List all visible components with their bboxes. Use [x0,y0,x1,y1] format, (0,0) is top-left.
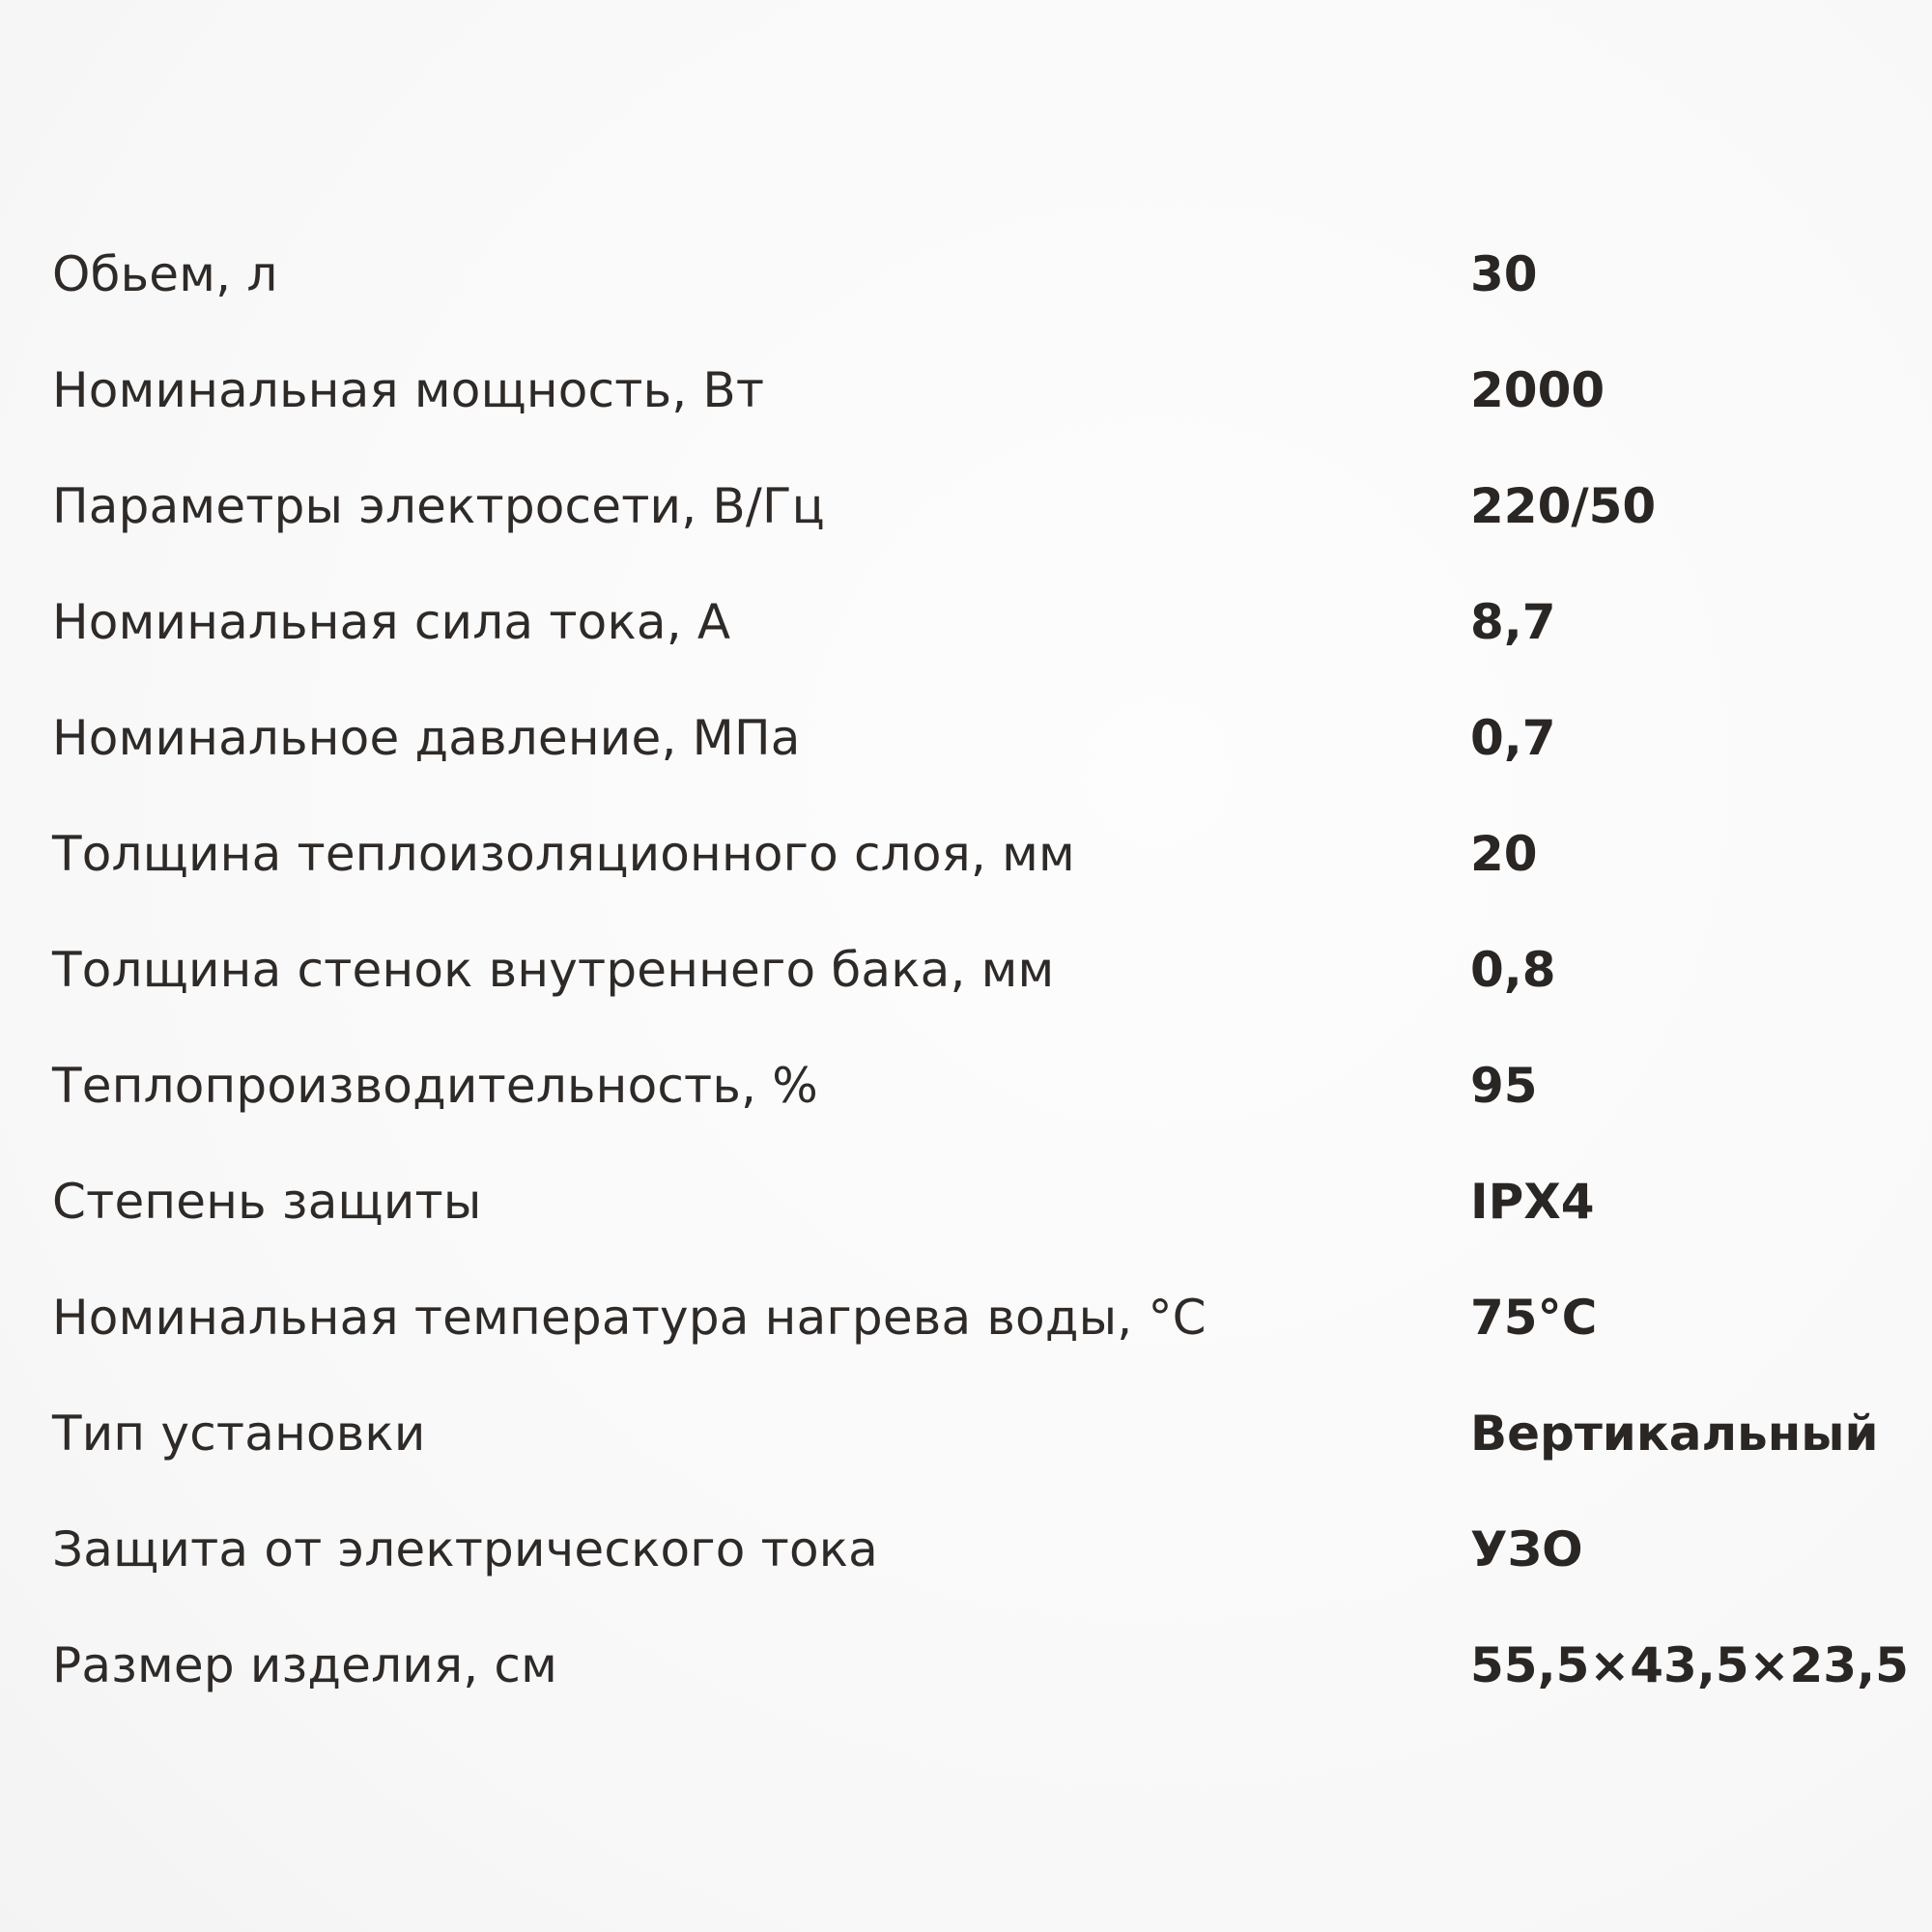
spec-label: Номинальная мощность, Вт [52,362,765,418]
spec-value: 220/50 [1470,478,1657,534]
spec-label: Степень защиты [52,1174,482,1230]
spec-value: 0,7 [1470,710,1556,766]
spec-value: 0,8 [1470,942,1556,998]
spec-row-pressure [52,707,1917,823]
spec-row-insulation [52,823,1917,939]
spec-value: УЗО [1470,1521,1583,1577]
spec-value: 20 [1470,826,1538,882]
spec-label: Толщина стенок внутреннего бака, мм [52,942,1055,998]
spec-label: Толщина теплоизоляционного слоя, мм [52,826,1075,882]
spec-value: 75°С [1470,1290,1598,1346]
spec-value: 30 [1470,246,1538,302]
spec-value: IPX4 [1470,1174,1595,1230]
spec-row-mains [52,475,1917,591]
spec-table [52,243,1917,1750]
spec-row-power [52,359,1917,475]
spec-label: Номинальная сила тока, А [52,594,731,650]
spec-row-protection-class [52,1171,1917,1287]
spec-value: 8,7 [1470,594,1556,650]
spec-label: Параметры электросети, В/Гц [52,478,825,534]
spec-row-mounting [52,1403,1917,1519]
spec-row-dimensions [52,1634,1917,1750]
spec-label: Обьем, л [52,246,278,302]
spec-value: Вертикальный [1470,1406,1879,1462]
spec-label: Номинальное давление, МПа [52,710,801,766]
spec-row-tank-wall [52,939,1917,1055]
spec-row-current [52,591,1917,707]
spec-label: Размер изделия, см [52,1637,558,1693]
spec-label: Номинальная температура нагрева воды, °С [52,1290,1207,1346]
spec-label: Защита от электрического тока [52,1521,878,1577]
spec-row-volume [52,243,1917,359]
spec-value: 2000 [1470,362,1605,418]
spec-label: Тип установки [52,1406,426,1462]
spec-label: Теплопроизводительность, % [52,1058,818,1114]
spec-value: 55,5×43,5×23,5 [1470,1637,1909,1693]
spec-value: 95 [1470,1058,1538,1114]
spec-row-efficiency [52,1055,1917,1171]
spec-row-temperature [52,1287,1917,1403]
spec-row-electric-protection [52,1519,1917,1634]
